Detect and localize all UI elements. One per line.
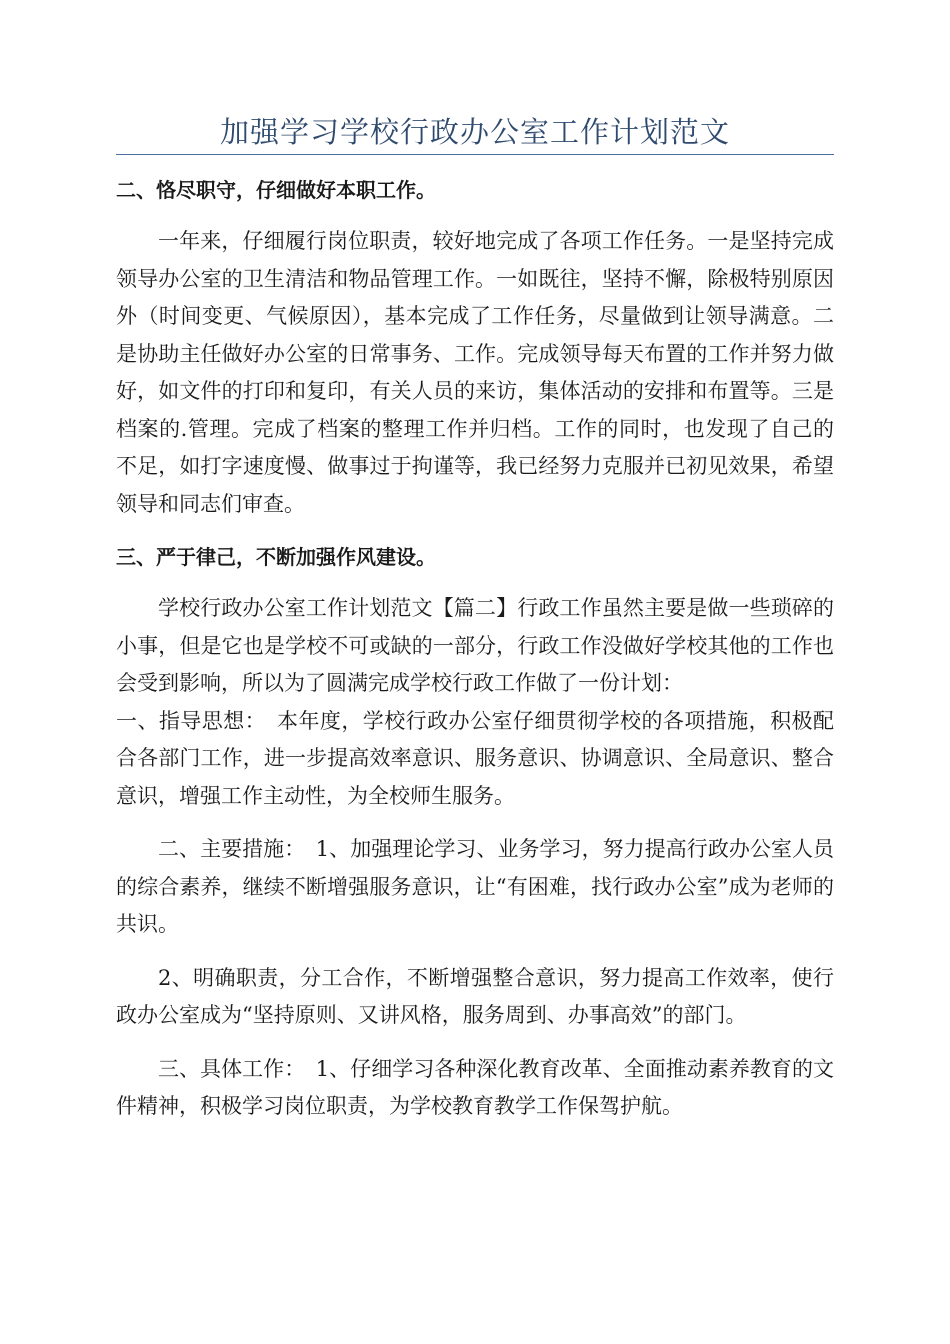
body-paragraph: 学校行政办公室工作计划范文【篇二】行政工作虽然主要是做一些琐碎的小事，但是它也是学校不可或缺的一部分，行政工作没做好学校其他的工作也会受到影响，所以为了圆满完成学校行政工作做了一份计划： [116,596,834,695]
body-paragraph: 一年来，仔细履行岗位职责，较好地完成了各项工作任务。一是坚持完成领导办公室的卫生清洁和物品管理工作。一如既往，坚持不懈，除极特别原因外（时间变更、气候原因），基本完成了工作任务，尽量做到让领导满意。二是协助主任做好办公室的日常事务、工作。完成领导每天布置的工作并努力做好，如文件的打印和复印，有关人员的来访，集体活动的安排和布置等。三是档案的.管理。完成了档案的整理工作并归档。工作的同时，也发现了自己的不足，如打字速度慢、做事过于拘谨等，我已经努力克服并已初见效果，希望领导和同志们审查。 [116,229,834,516]
section-heading: 二、恪尽职守，仔细做好本职工作。 [116,178,436,202]
body-paragraph: 2、明确职责，分工合作，不断增强整合意识，努力提高工作效率，使行政办公室成为“坚持原则、又讲风格，服务周到、办事高效”的部门。 [116,965,834,1027]
body-paragraph: 二、主要措施： 1、加强理论学习、业务学习，努力提高行政办公室人员的综合素养，继续不断增强服务意识，让“有困难，找行政办公室”成为老师的共识。 [116,837,834,936]
title-underline [116,154,834,155]
body-paragraph: 三、具体工作： 1、仔细学习各种深化教育改革、全面推动素养教育的文件精神，积极学习岗位职责，为学校教育教学工作保驾护航。 [116,1056,834,1118]
document-body [116,172,834,1142]
document-title: 加强学习学校行政办公室工作计划范文 [219,115,730,149]
body-paragraph: 一、指导思想： 本年度，学校行政办公室仔细贯彻学校的各项措施，积极配合各部门工作，进一步提高效率意识、服务意识、协调意识、全局意识、整合意识，增强工作主动性，为全校师生服务。 [116,708,834,808]
section-heading: 三、严于律己，不断加强作风建设。 [116,545,436,569]
